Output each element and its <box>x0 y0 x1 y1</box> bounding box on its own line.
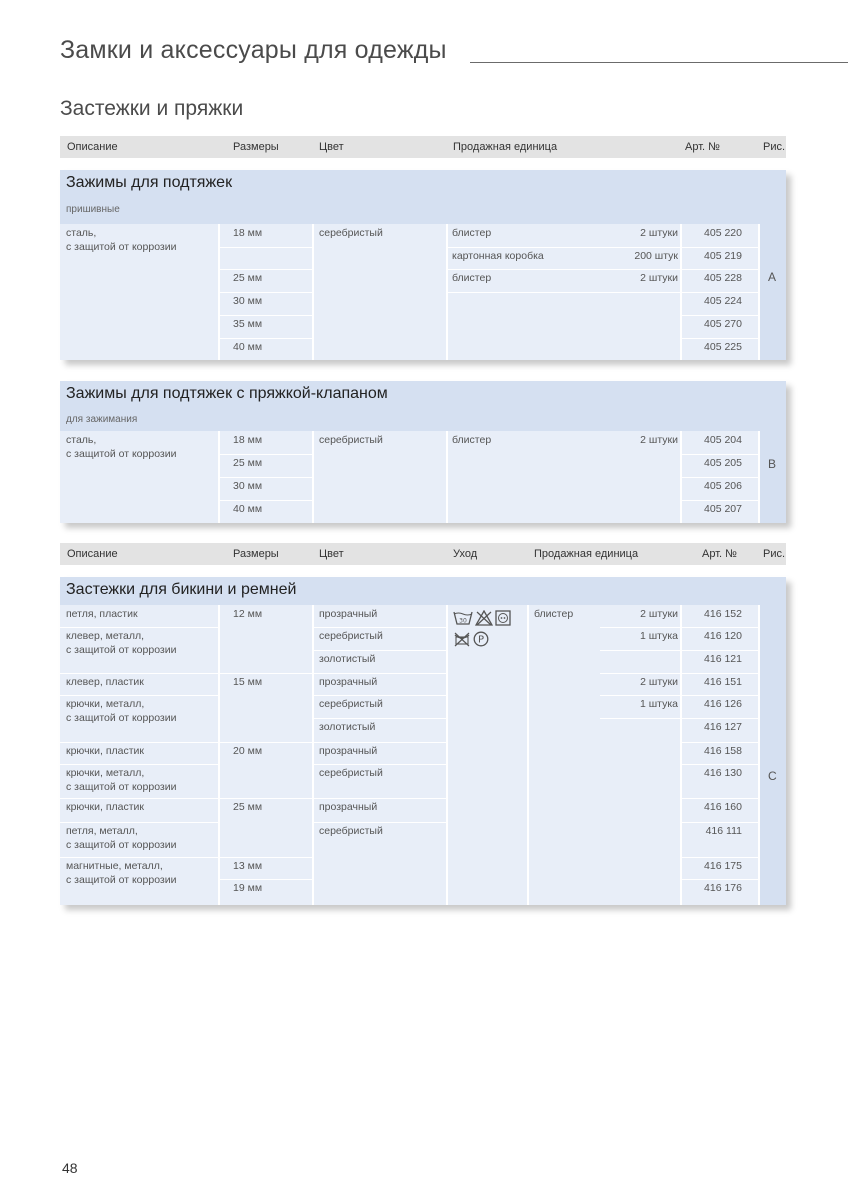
description-line: клевер, пластик <box>66 676 144 688</box>
picture-cell <box>760 431 786 523</box>
column-divider <box>527 605 529 905</box>
col-color: Цвет <box>319 141 344 153</box>
article-number: 405 228 <box>704 272 742 285</box>
color-cell: серебристый <box>319 227 383 239</box>
size-cell: 25 мм <box>233 272 263 285</box>
column-divider <box>758 431 760 523</box>
row-divider <box>60 695 218 696</box>
description-line: с защитой от коррозии <box>66 448 177 460</box>
description-line: магнитные, металл, <box>66 860 163 872</box>
row-divider <box>220 315 312 316</box>
row-divider <box>600 718 680 719</box>
row-divider <box>448 247 680 248</box>
row-divider <box>682 247 758 248</box>
size-cell: 25 мм <box>233 801 263 813</box>
column-divider <box>758 224 760 360</box>
row-divider <box>682 673 758 674</box>
article-number: 405 204 <box>704 434 742 446</box>
col-description: Описание <box>67 141 118 153</box>
group-subtitle: пришивные <box>66 204 120 215</box>
row-divider <box>220 269 312 270</box>
col-art: Арт. № <box>685 141 720 153</box>
row-divider <box>314 764 446 765</box>
group-subtitle: для зажимания <box>66 414 138 425</box>
size-cell: 40 мм <box>233 503 263 515</box>
row-divider <box>220 292 312 293</box>
description-line: крючки, пластик <box>66 801 145 813</box>
table-header-1 <box>60 136 786 158</box>
row-divider <box>220 338 312 339</box>
row-divider <box>314 673 446 674</box>
size-cell: 18 мм <box>233 227 263 239</box>
quantity-cell: 1 штука <box>639 630 678 642</box>
col-pic: Рис. <box>763 548 786 560</box>
row-divider <box>682 454 758 455</box>
article-number: 405 219 <box>704 249 742 262</box>
row-divider <box>60 742 218 743</box>
group-title: Зажимы для подтяжек с пряжкой-клапаном <box>66 385 388 402</box>
row-divider <box>600 627 680 628</box>
column-divider <box>218 605 220 905</box>
col-art: Арт. № <box>702 548 737 560</box>
col-care: Уход <box>453 548 478 560</box>
article-number: 405 220 <box>704 227 742 239</box>
col-color: Цвет <box>319 548 344 560</box>
row-divider <box>314 627 446 628</box>
article-number: 405 224 <box>704 295 742 308</box>
row-divider <box>682 269 758 270</box>
table-header-2 <box>60 543 786 565</box>
iron-low-icon <box>495 610 511 626</box>
row-divider <box>314 822 446 823</box>
group-suspender-clips <box>60 170 786 360</box>
row-divider <box>314 718 446 719</box>
color-cell: серебристый <box>319 698 383 710</box>
color-cell: прозрачный <box>319 608 378 620</box>
article-number: 416 175 <box>704 860 742 872</box>
column-divider <box>312 224 314 360</box>
row-divider <box>682 857 758 858</box>
article-number: 416 121 <box>704 653 742 665</box>
row-divider <box>600 673 680 674</box>
unit-cell: блистер <box>534 608 574 620</box>
row-divider <box>220 500 312 501</box>
row-divider <box>220 857 312 858</box>
description-line: с защитой от коррозии <box>66 644 177 656</box>
description-line: крючки, пластик <box>66 745 145 757</box>
row-divider <box>682 650 758 651</box>
picture-label: B <box>768 457 777 471</box>
row-divider <box>220 247 312 248</box>
size-cell: 30 мм <box>233 295 263 308</box>
col-pic: Рис. <box>763 141 786 153</box>
row-divider <box>682 879 758 880</box>
unit-cell: блистер <box>452 272 492 285</box>
color-cell: прозрачный <box>319 676 378 688</box>
row-divider <box>314 798 446 799</box>
no-bleach-icon <box>475 610 493 626</box>
group-bikini-clasps <box>60 577 786 905</box>
article-number: 416 130 <box>704 767 742 779</box>
size-cell: 35 мм <box>233 317 263 330</box>
size-cell: 40 мм <box>233 340 263 353</box>
size-cell: 15 мм <box>233 676 263 688</box>
description-line: с защитой от коррозии <box>66 874 177 886</box>
section-title: Застежки и пряжки <box>60 97 244 120</box>
article-number: 416 151 <box>704 676 742 688</box>
article-number: 416 158 <box>704 745 742 757</box>
quantity-cell: 1 штука <box>639 698 678 710</box>
article-number: 405 205 <box>704 457 742 469</box>
no-tumble-dry-icon <box>453 631 471 647</box>
row-divider <box>220 742 312 743</box>
color-cell: золотистый <box>319 653 376 665</box>
group-suspender-clips-buckle <box>60 381 786 523</box>
row-divider <box>682 315 758 316</box>
article-number: 416 160 <box>704 801 742 813</box>
color-cell: серебристый <box>319 434 383 446</box>
row-divider <box>682 718 758 719</box>
unit-cell: блистер <box>452 227 492 239</box>
col-unit: Продажная единица <box>534 548 639 560</box>
title-rule <box>470 62 848 63</box>
row-divider <box>682 477 758 478</box>
picture-label: A <box>768 270 777 284</box>
description-line: с защитой от коррозии <box>66 839 177 851</box>
column-divider <box>446 431 448 523</box>
description-line: крючки, металл, <box>66 698 145 710</box>
row-divider <box>682 742 758 743</box>
article-number: 416 111 <box>705 825 742 837</box>
row-divider <box>448 269 680 270</box>
wash-30-icon <box>453 610 473 626</box>
picture-cell <box>760 605 786 905</box>
size-cell: 18 мм <box>233 434 263 446</box>
row-divider <box>60 857 218 858</box>
row-divider <box>448 292 680 293</box>
row-divider <box>220 673 312 674</box>
row-divider <box>60 764 218 765</box>
row-divider <box>60 627 218 628</box>
article-number: 405 225 <box>704 340 742 353</box>
row-divider <box>682 798 758 799</box>
picture-cell <box>760 224 786 360</box>
color-cell: серебристый <box>319 767 383 779</box>
quantity-cell: 2 штуки <box>640 676 678 688</box>
color-cell: золотистый <box>319 721 376 733</box>
article-number: 416 120 <box>704 630 742 642</box>
row-divider <box>220 879 312 880</box>
row-divider <box>600 650 680 651</box>
picture-label: C <box>768 769 777 783</box>
col-description: Описание <box>67 548 118 560</box>
quantity-cell: 2 штуки <box>640 608 678 620</box>
article-number: 416 152 <box>704 608 742 620</box>
description-line: с защитой от коррозии <box>66 712 177 724</box>
unit-cell: блистер <box>452 434 492 446</box>
col-sizes: Размеры <box>233 548 279 560</box>
row-divider <box>314 695 446 696</box>
row-divider <box>682 500 758 501</box>
column-divider <box>312 431 314 523</box>
page-number: 48 <box>62 1160 78 1176</box>
color-cell: прозрачный <box>319 745 378 757</box>
col-unit: Продажная единица <box>453 141 558 153</box>
size-cell: 25 мм <box>233 457 263 469</box>
quantity-cell: 200 штук <box>634 249 678 262</box>
row-divider <box>314 742 446 743</box>
row-divider <box>682 764 758 765</box>
article-number: 416 127 <box>704 721 742 733</box>
row-divider <box>682 695 758 696</box>
unit-cell: картонная коробка <box>452 249 544 262</box>
svg-text:30: 30 <box>459 617 467 625</box>
row-divider <box>60 822 218 823</box>
color-cell: серебристый <box>319 630 383 642</box>
svg-text:P: P <box>477 634 485 646</box>
size-cell: 19 мм <box>233 882 263 894</box>
row-divider <box>60 798 218 799</box>
quantity-cell: 2 штуки <box>640 434 678 446</box>
color-cell: прозрачный <box>319 801 378 813</box>
care-symbols <box>453 610 511 647</box>
row-divider <box>220 477 312 478</box>
description-line: клевер, металл, <box>66 630 145 642</box>
row-divider <box>682 292 758 293</box>
row-divider <box>314 650 446 651</box>
article-number: 405 206 <box>704 480 742 492</box>
description-line: петля, металл, <box>66 825 138 837</box>
size-cell: 13 мм <box>233 860 263 872</box>
quantity-cell: 2 штуки <box>640 272 678 285</box>
description-line: с защитой от коррозии <box>66 781 177 793</box>
row-divider <box>682 338 758 339</box>
page-title: Замки и аксессуары для одежды <box>60 36 447 64</box>
size-cell: 20 мм <box>233 745 263 757</box>
row-divider <box>60 673 218 674</box>
description-line: сталь, <box>66 434 97 446</box>
article-number: 416 126 <box>704 698 742 710</box>
group-title: Зажимы для подтяжек <box>66 174 233 191</box>
quantity-cell: 2 штуки <box>640 227 678 239</box>
row-divider <box>220 798 312 799</box>
row-divider <box>600 695 680 696</box>
row-divider <box>682 627 758 628</box>
row-divider <box>220 454 312 455</box>
column-divider <box>758 605 760 905</box>
description-line: сталь, <box>66 227 97 239</box>
article-number: 405 270 <box>704 317 742 330</box>
description-line: крючки, металл, <box>66 767 145 779</box>
size-cell: 12 мм <box>233 608 263 620</box>
article-number: 416 176 <box>704 882 742 894</box>
row-divider <box>682 822 758 823</box>
size-cell: 30 мм <box>233 480 263 492</box>
column-divider <box>446 605 448 905</box>
description-line: с защитой от коррозии <box>66 241 177 253</box>
color-cell: серебристый <box>319 825 383 837</box>
article-number: 405 207 <box>704 503 742 515</box>
group-title: Застежки для бикини и ремней <box>66 581 297 598</box>
col-sizes: Размеры <box>233 141 279 153</box>
description-line: петля, пластик <box>66 608 138 620</box>
dry-clean-p-icon <box>473 631 489 647</box>
